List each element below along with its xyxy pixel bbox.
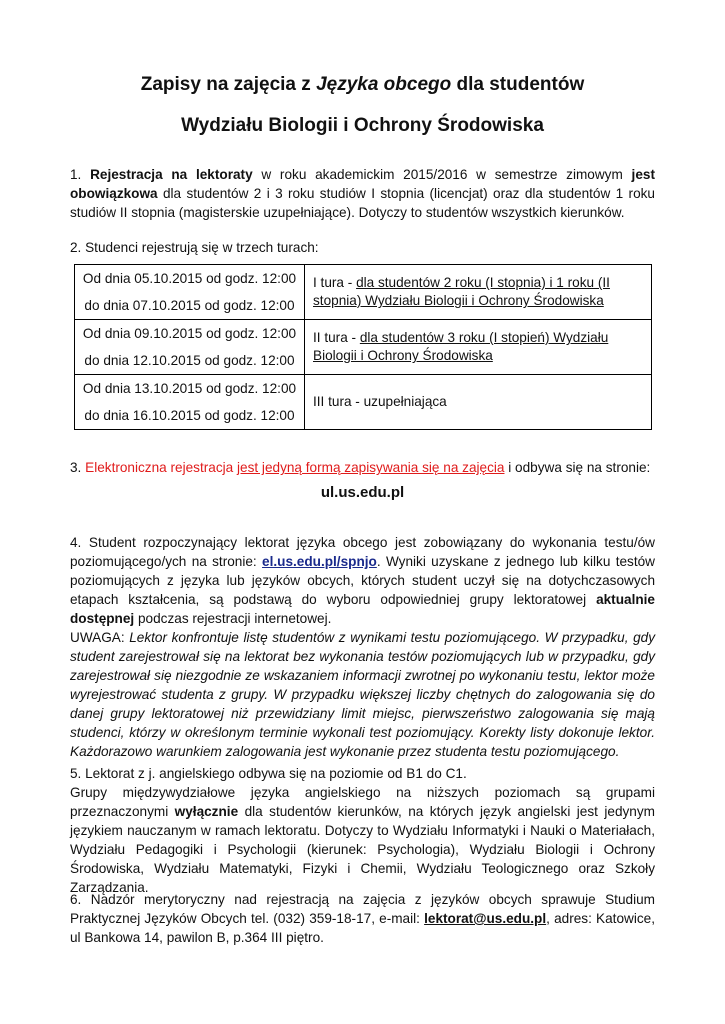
turn-label: I tura -: [313, 275, 357, 290]
turn-label: II tura -: [313, 330, 360, 345]
turn-description: [305, 265, 652, 320]
contact-email-link[interactable]: lektorat@us.edu.pl: [424, 911, 547, 926]
p5-text-2: dla studentów kierunków, na których język angielski jest jedynym językiem nauczanym w ramach lektoratu. Dotyczy to Wydziału Informatyki i Nauki o Materiałach, Wydziału Pedagogiki i Psychologii (kierunek: Psychologia), Wydziału Biologii i Ochrony Środowiska, Wydziału Matematyki, Fizyki i Chemii, Wydziału Teologicznego oraz Szkoły Zarządzania.: [70, 804, 655, 895]
title-italic: Języka obcego: [316, 74, 452, 95]
p4-bold: aktualnie dostępnej: [70, 592, 655, 626]
p6-text: 6. Nadzór merytoryczny nad rejestracją na zajęcia z języków obcych sprawuje Studium Praktycznej Języków Obcych tel. (032) 359-18-17, e-mail:: [70, 892, 655, 926]
p3-number: 3.: [70, 460, 86, 475]
paragraph-4: [70, 533, 655, 761]
table-row: [75, 320, 652, 375]
turn-dates: [75, 375, 305, 430]
uwaga-note: Lektor konfrontuje listę studentów z wynikami testu poziomującego. W przypadku, gdy student zarejestrował się na lektorat bez wykonania testów poziomujących lub w przypadku, gdy zarejestrował się niezgodnie ze wskazaniem informacji zwrotnej po wykonaniu testu, lektor może wyrejestrować studenta z grupy. W przypadku większej liczby chętnych do zalogowania się do danej grupy lektoratowej niż przewidziany limit miejsc, pierwszeństwo zalogowania się mają studenci, którzy w określonym terminie wykonali test poziomujący. Korekty listy dokonuje lektor. Każdorazowo warunkiem zalogowania jest wykonanie przez studenta testu poziomującego.: [70, 630, 656, 759]
paragraph-2: 2. Studenci rejestrują się w trzech turach:: [70, 240, 319, 255]
turn-description: [305, 320, 652, 375]
paragraph-6: [70, 890, 655, 947]
placement-test-link[interactable]: el.us.edu.pl/spnjo: [262, 554, 377, 569]
table-row: [75, 375, 652, 430]
p3-text: i odbywa się na stronie:: [504, 460, 651, 475]
turn-dates: [75, 265, 305, 320]
turn-label: III tura - uzupełniająca: [313, 394, 447, 409]
table-row: [75, 265, 652, 320]
p5-line-1: 5. Lektorat z j. angielskiego odbywa się na poziomie od B1 do C1.: [70, 766, 467, 781]
turn-date-to: do dnia 16.10.2015 od godz. 12:00: [84, 408, 295, 423]
title-text: Zapisy na zajęcia z: [140, 74, 317, 95]
p5-bold: wyłącznie: [174, 804, 239, 819]
turn-desc-text: dla studentów 2 roku (I stopnia) i 1 roku (II stopnia) Wydziału Biologii i Ochrony Środowiska: [313, 275, 610, 308]
p1-bold-registration: Rejestracja na lektoraty: [90, 167, 253, 182]
registration-site: ul.us.edu.pl: [320, 484, 405, 501]
title-line-2: Wydziału Biologii i Ochrony Środowiska: [181, 115, 544, 136]
p5-text: Grupy międzywydziałowe języka angielskiego na niższych poziomach są grupami przeznaczonymi: [70, 785, 655, 819]
p4-text-2: . Wyniki uzyskane z jednego lub kilku testów poziomujących z języka lub języków obcych, których student uczył się na dotychczasowych etapach kształcenia, są podstawą do wyboru odpowiedniej grupy lektoratowej: [70, 554, 655, 607]
p1-number: 1.: [70, 167, 91, 182]
p1-text-end: dla studentów 2 i 3 roku studiów I stopnia (licencjat) oraz dla studentów 1 roku studiów II stopnia (magisterskie uzupełniające). Dotyczy to studentów wszystkich kierunków.: [70, 186, 655, 220]
p4-text: 4. Student rozpoczynający lektorat języka obcego jest zobowiązany do wykonania testu/ów poziomującego/ych na stronie:: [70, 535, 655, 569]
turn-date-to: do dnia 07.10.2015 od godz. 12:00: [84, 298, 295, 313]
turn-date-from: Od dnia 05.10.2015 od godz. 12:00: [82, 271, 297, 286]
turn-date-from: Od dnia 09.10.2015 od godz. 12:00: [82, 326, 297, 341]
title-line-1: [0, 74, 725, 96]
title-text-end: dla studentów: [451, 74, 585, 95]
turn-description: [305, 375, 652, 430]
p3-red-text: Elektroniczna rejestracja: [85, 460, 237, 475]
p1-text: w roku akademickim 2015/2016 w semestrze zimowym: [252, 167, 632, 182]
uwaga-label: UWAGA:: [70, 630, 130, 645]
paragraph-3: [70, 458, 655, 477]
turn-date-from: Od dnia 13.10.2015 od godz. 12:00: [82, 381, 297, 396]
turn-dates: [75, 320, 305, 375]
p4-text-3: podczas rejestracji internetowej.: [134, 611, 332, 626]
registration-turns-table: [74, 264, 652, 430]
paragraph-5: [70, 764, 655, 897]
p1-bold-mandatory: jest obowiązkowa: [70, 167, 655, 201]
p3-red-underlined: jest jedyną formą zapisywania się na zajęcia: [237, 460, 505, 475]
paragraph-1: [70, 165, 655, 222]
turn-date-to: do dnia 12.10.2015 od godz. 12:00: [84, 353, 295, 368]
p6-text-2: , adres: Katowice, ul Bankowa 14, pawilon B, p.364 III piętro.: [70, 911, 655, 945]
turn-desc-text: dla studentów 3 roku (I stopień) Wydziału Biologii i Ochrony Środowiska: [313, 330, 609, 363]
